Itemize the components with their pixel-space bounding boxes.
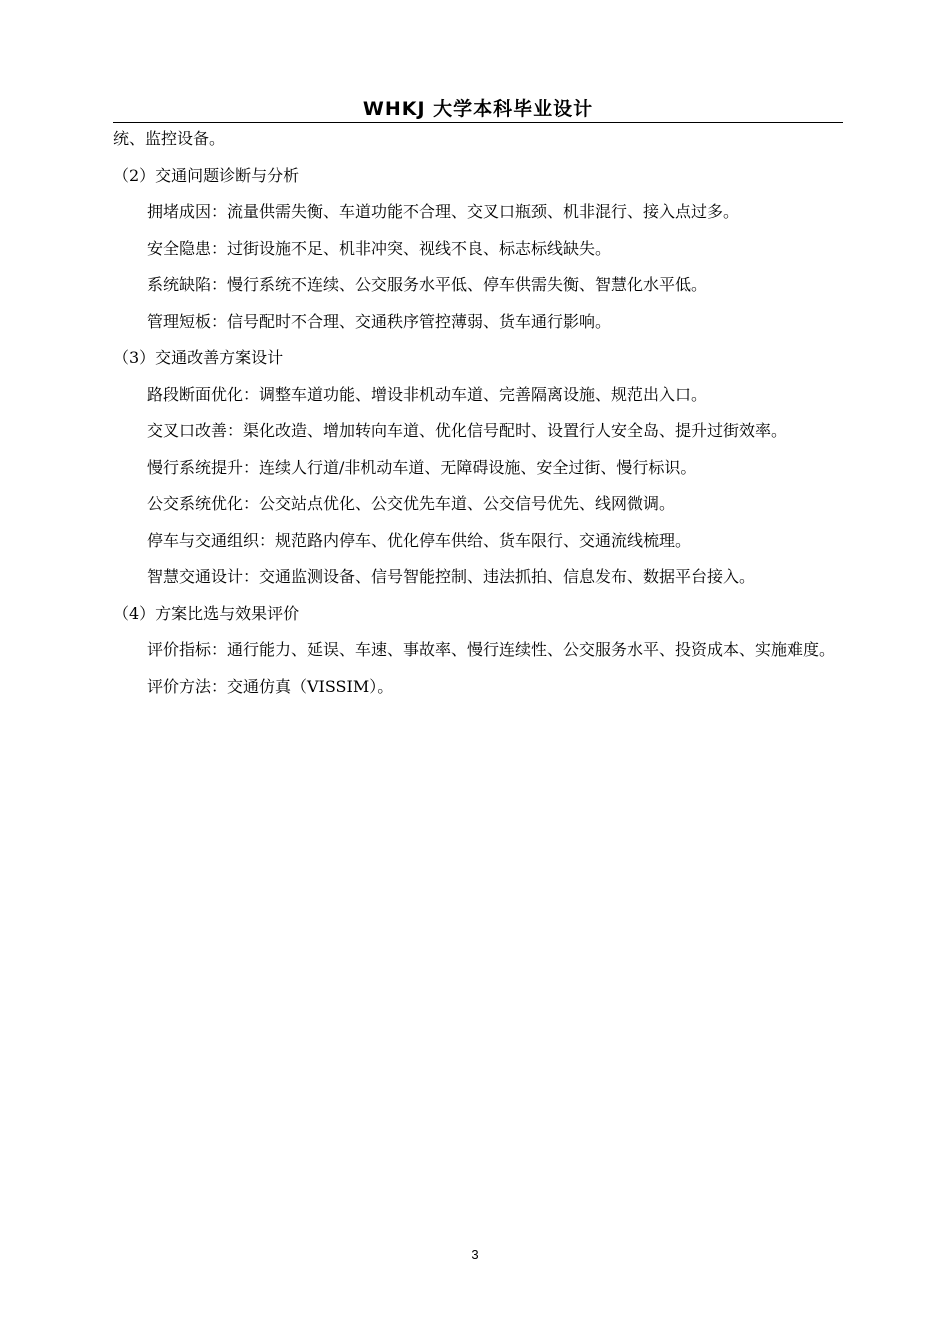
section-heading-2: （2）交通问题诊断与分析 bbox=[113, 165, 300, 185]
paragraph-intersection-improvement: 交叉口改善：渠化改造、增加转向车道、优化信号配时、设置行人安全岛、提升过街效率。 bbox=[147, 421, 788, 440]
paragraph-evaluation-indicators: 评价指标：通行能力、延误、车速、事故率、慢行连续性、公交服务水平、投资成本、实施难度。 bbox=[147, 640, 836, 659]
paragraph-section-optimization: 路段断面优化：调整车道功能、增设非机动车道、完善隔离设施、规范出入口。 bbox=[147, 384, 708, 404]
paragraph-safety-hazards: 安全隐患：过街设施不足、机非冲突、视线不良、标志标线缺失。 bbox=[147, 238, 612, 258]
running-header: WHKJ 大学本科毕业设计 bbox=[362, 98, 594, 120]
document-body bbox=[113, 121, 837, 705]
paragraph-congestion-causes: 拥堵成因：流量供需失衡、车道功能不合理、交叉口瓶颈、机非混行、接入点过多。 bbox=[147, 202, 740, 221]
paragraph-management-weaknesses: 管理短板：信号配时不合理、交通秩序管控薄弱、货车通行影响。 bbox=[147, 311, 612, 331]
section-heading-3: （3）交通改善方案设计 bbox=[113, 348, 284, 367]
paragraph-system-defects: 系统缺陷：慢行系统不连续、公交服务水平低、停车供需失衡、智慧化水平低。 bbox=[147, 275, 708, 294]
paragraph-parking-organization: 停车与交通组织：规范路内停车、优化停车供给、货车限行、交通流线梳理。 bbox=[147, 530, 692, 550]
paragraph-continuation: 统、监控设备。 bbox=[113, 129, 226, 148]
paragraph-slow-traffic: 慢行系统提升：连续人行道/非机动车道、无障碍设施、安全过街、慢行标识。 bbox=[147, 457, 697, 477]
paragraph-evaluation-methods: 评价方法：交通仿真（VISSIM）。 bbox=[147, 676, 394, 696]
paragraph-bus-system: 公交系统优化：公交站点优化、公交优先车道、公交信号优先、线网微调。 bbox=[147, 494, 676, 513]
paragraph-smart-traffic: 智慧交通设计：交通监测设备、信号智能控制、违法抓拍、信息发布、数据平台接入。 bbox=[147, 567, 756, 586]
section-heading-4: （4）方案比选与效果评价 bbox=[113, 603, 300, 623]
page-number: 3 bbox=[471, 1247, 479, 1262]
